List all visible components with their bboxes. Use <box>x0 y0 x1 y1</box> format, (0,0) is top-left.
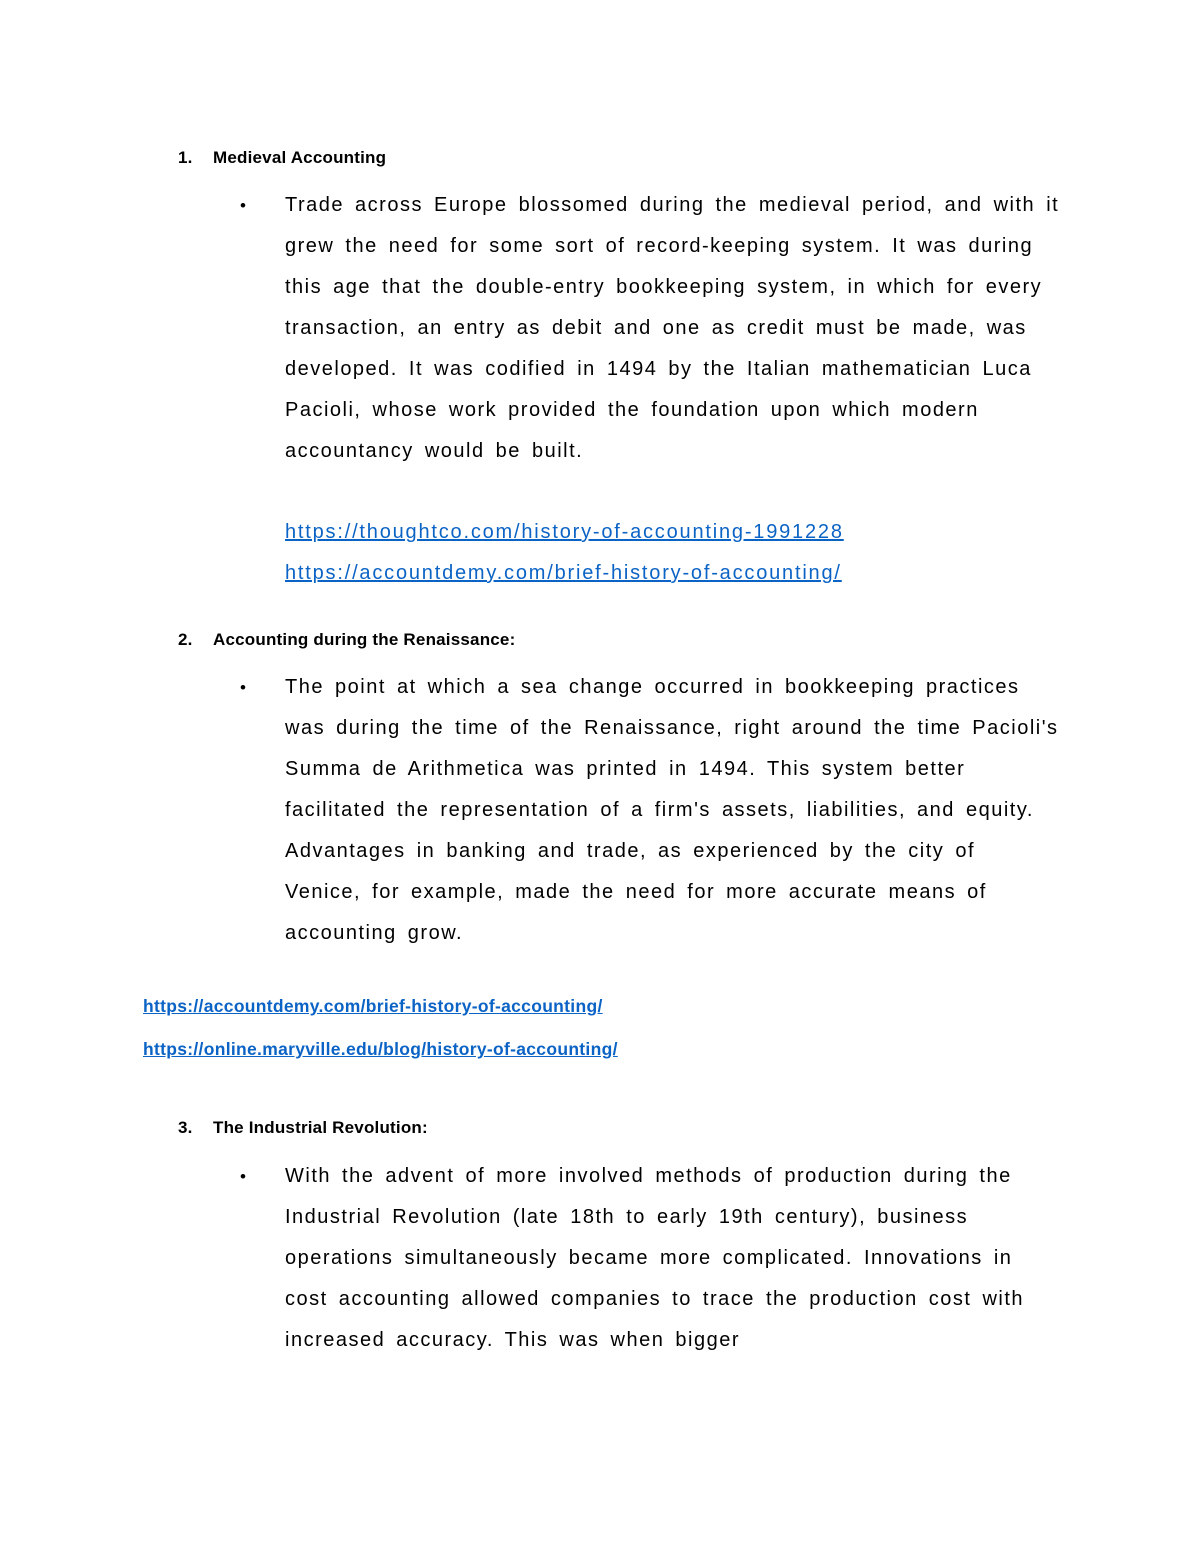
section-3-number: 3. <box>178 1118 193 1137</box>
section-2-heading: Accounting during the Renaissance: <box>213 630 516 649</box>
bullet-icon: • <box>240 196 246 215</box>
section-2-links <box>143 985 1200 1071</box>
section-2-number: 2. <box>178 630 193 649</box>
section-3-bullet-item <box>240 1156 1200 1361</box>
section-2-heading-row <box>178 629 1200 650</box>
section-3-heading: The Industrial Revolution: <box>213 1118 428 1137</box>
section-3-heading-row <box>178 1117 1200 1138</box>
section-1-number: 1. <box>178 148 193 167</box>
bullet-icon: • <box>240 1167 246 1186</box>
bullet-icon: • <box>240 678 246 697</box>
section-2-paragraph: The point at which a sea change occurred in bookkeeping practices was during the time of the Renaissance, right around the time Pacioli's Summa de Arithmetica was printed in 1494. This system better facilitated the representation of a firm's assets, liabilities, and equity. Advantages in banking and trade, as experienced by the city of Venice, for example, made the need for more accurate means of accounting grow. <box>285 676 1059 944</box>
section-1-heading-row <box>178 147 1200 168</box>
section-industrial-revolution <box>0 1117 1200 1361</box>
section-2-bullet-item <box>240 667 1200 954</box>
link-maryville-history-of-accounting[interactable]: https://online.maryville.edu/blog/history-of-accounting/ <box>143 1039 618 1059</box>
link-accountdemy-brief-history[interactable]: https://accountdemy.com/brief-history-of-accounting/ <box>285 562 842 584</box>
section-medieval-accounting <box>0 147 1200 594</box>
link-accountdemy-brief-history-bold[interactable]: https://accountdemy.com/brief-history-of-accounting/ <box>143 996 603 1016</box>
section-1-links <box>285 512 1200 594</box>
section-1-heading: Medieval Accounting <box>213 148 387 167</box>
section-renaissance-accounting <box>0 629 1200 1071</box>
section-1-bullet-item <box>240 185 1200 472</box>
section-3-paragraph: With the advent of more involved methods of production during the Industrial Revolution (late 18th to early 19th century), business operations simultaneously became more complicated. Innovations in cost accounting allowed companies to trace the production cost with increased accuracy. This was when bigger <box>285 1165 1025 1351</box>
link-thoughtco-history-of-accounting[interactable]: https://thoughtco.com/history-of-accounting-1991228 <box>285 521 844 543</box>
section-1-paragraph: Trade across Europe blossomed during the medieval period, and with it grew the need for some sort of record-keeping system. It was during this age that the double-entry bookkeeping system, in which for every transaction, an entry as debit and one as credit must be made, was developed. It was codified in 1494 by the Italian mathematician Luca Pacioli, whose work provided the foundation upon which modern accountancy would be built. <box>285 194 1060 462</box>
